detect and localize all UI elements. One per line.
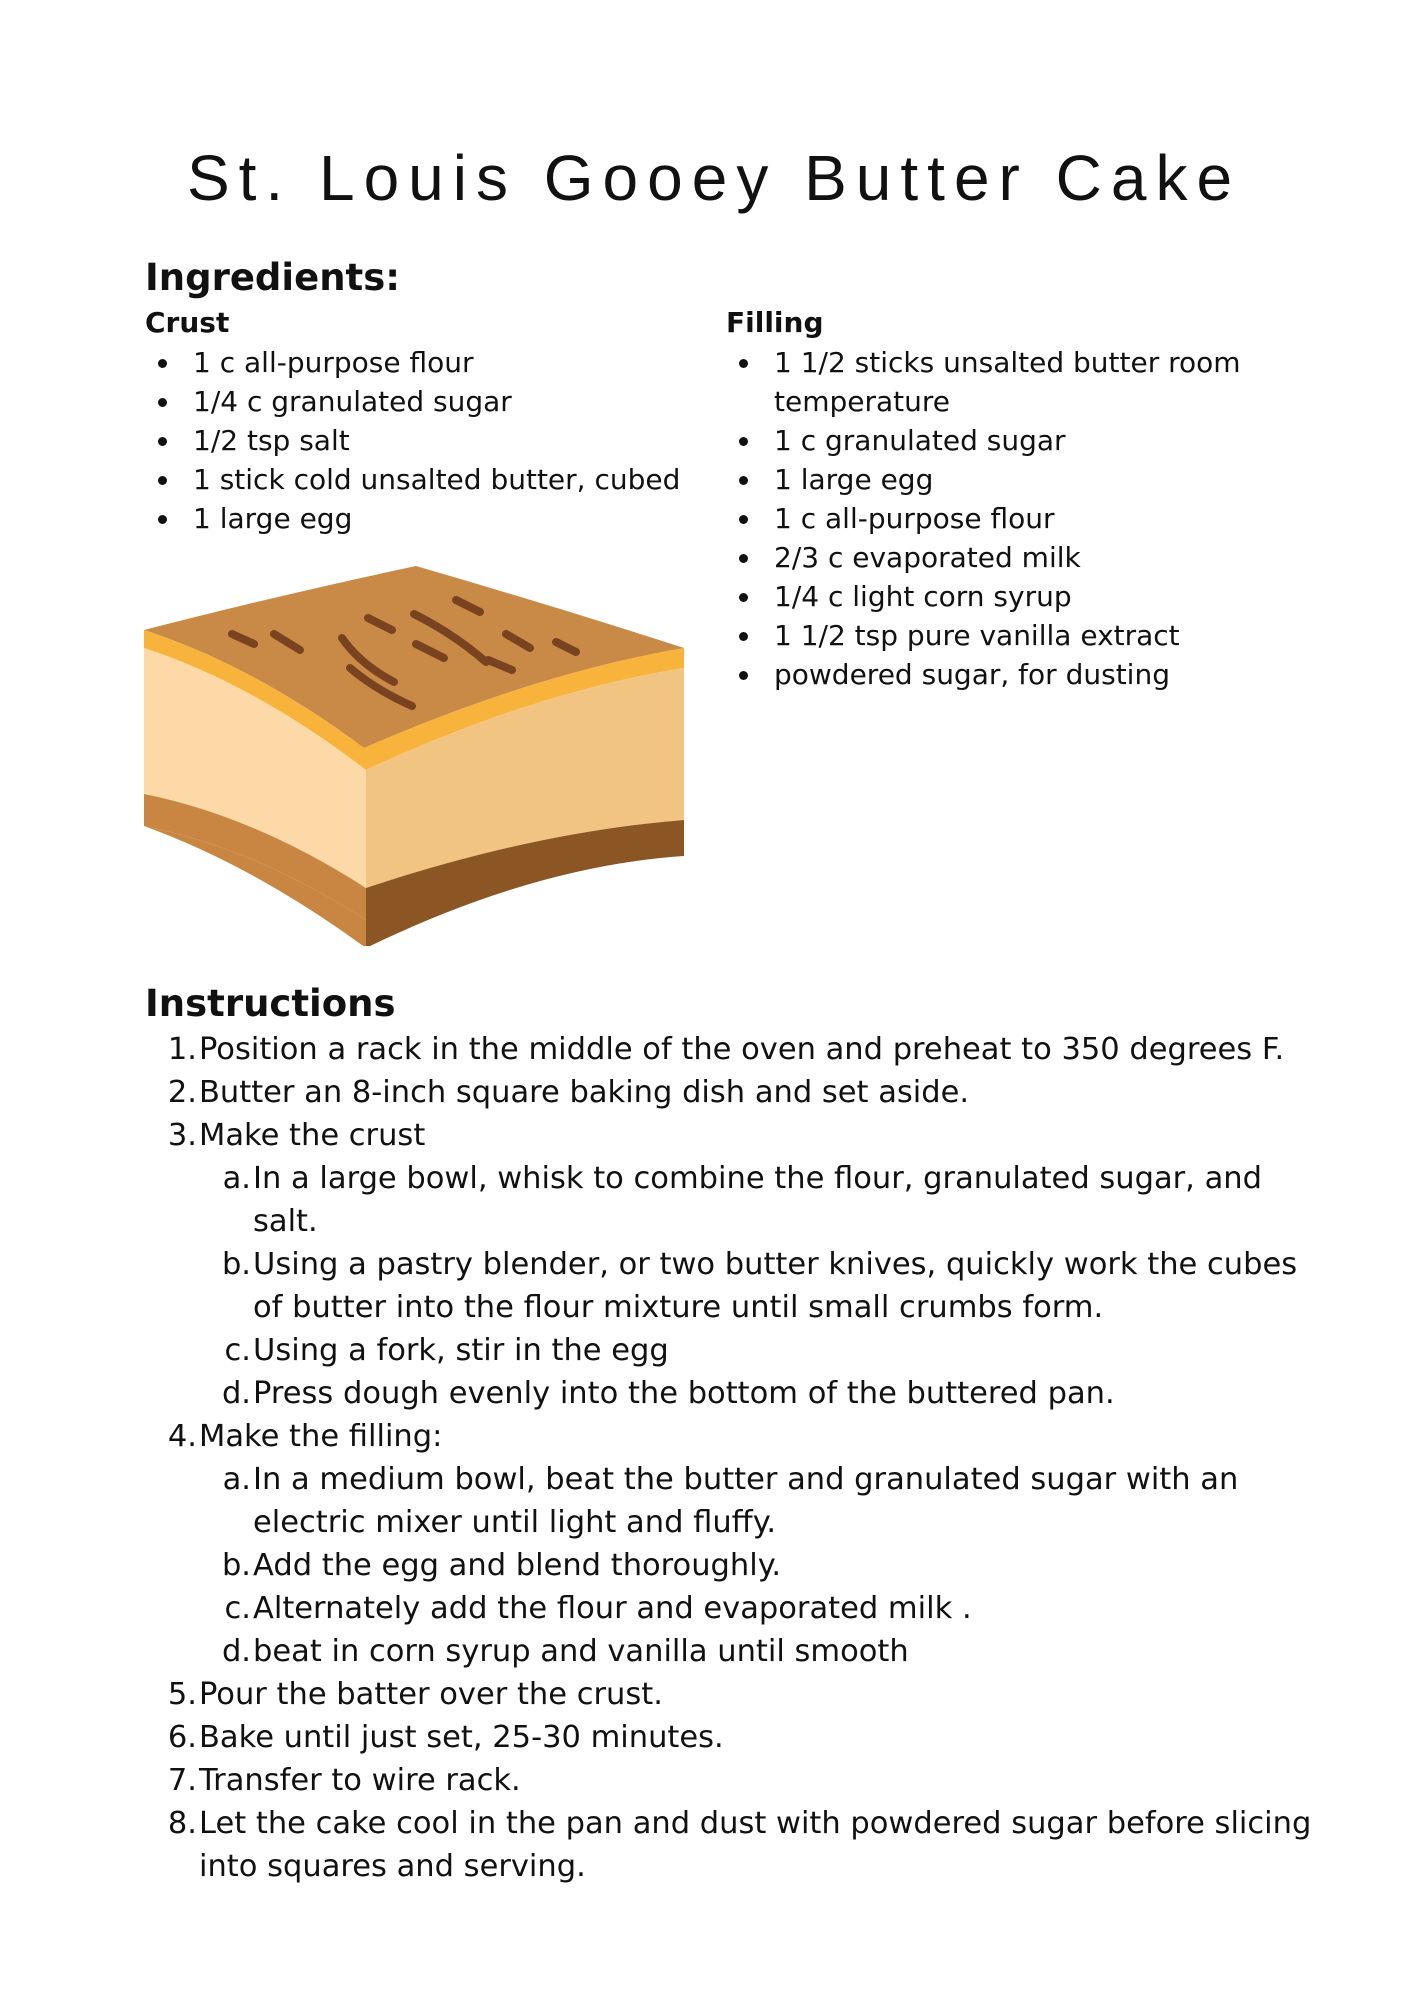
list-item: powdered sugar, for dusting	[726, 655, 1286, 694]
step-marker: 8.	[167, 1806, 197, 1841]
step-marker: 6.	[167, 1720, 197, 1755]
list-item: 1/4 c granulated sugar	[145, 382, 705, 421]
instruction-steps	[145, 1028, 1335, 1888]
substep-text: Add the egg and blend thoroughly.	[253, 1548, 782, 1583]
filling-heading: Filling	[726, 306, 824, 339]
list-item: 1 large egg	[145, 499, 705, 538]
step-6	[145, 1716, 1335, 1759]
step-marker: 1.	[167, 1032, 197, 1067]
substep-4a	[145, 1458, 1335, 1544]
substep-marker: b.	[221, 1548, 251, 1583]
substep-marker: a.	[222, 1462, 251, 1497]
substep-3a	[145, 1157, 1335, 1243]
step-text: Let the cake cool in the pan and dust with powdered sugar before slicing into squares and serving.	[199, 1806, 1312, 1884]
list-item: 1/2 tsp salt	[145, 421, 705, 460]
ingredients-heading: Ingredients:	[145, 256, 401, 299]
step-marker: 4.	[167, 1419, 197, 1454]
list-item: 1 c all-purpose flour	[726, 499, 1286, 538]
list-item: 1 1/2 tsp pure vanilla extract	[726, 616, 1286, 655]
list-item: 1 1/2 sticks unsalted butter room temperature	[726, 343, 1286, 421]
substep-marker: d.	[221, 1634, 251, 1669]
step-text: Pour the batter over the crust.	[199, 1677, 663, 1712]
substep-text: beat in corn syrup and vanilla until smooth	[253, 1634, 909, 1669]
step-5	[145, 1673, 1335, 1716]
step-text: Transfer to wire rack.	[199, 1763, 521, 1798]
substep-4c	[145, 1587, 1335, 1630]
step-marker: 2.	[167, 1075, 197, 1110]
step-1	[145, 1028, 1335, 1071]
step-4-substeps	[145, 1458, 1335, 1673]
substep-text: Using a pastry blender, or two butter knives, quickly work the cubes of butter into the flour mixture until small crumbs form.	[253, 1247, 1298, 1325]
filling-ingredient-list	[726, 343, 1286, 694]
step-text: Make the filling:	[199, 1419, 443, 1454]
step-7	[145, 1759, 1335, 1802]
substep-text: In a large bowl, whisk to combine the flour, granulated sugar, and salt.	[253, 1161, 1262, 1239]
step-text: Butter an 8-inch square baking dish and set aside.	[199, 1075, 970, 1110]
step-8	[145, 1802, 1335, 1888]
step-text: Bake until just set, 25-30 minutes.	[199, 1720, 724, 1755]
step-marker: 3.	[167, 1118, 197, 1153]
list-item: 1 large egg	[726, 460, 1286, 499]
substep-marker: a.	[222, 1161, 251, 1196]
substep-4b	[145, 1544, 1335, 1587]
substep-4d	[145, 1630, 1335, 1673]
step-text: Make the crust	[199, 1118, 426, 1153]
step-2	[145, 1071, 1335, 1114]
substep-3d	[145, 1372, 1335, 1415]
step-3	[145, 1114, 1335, 1157]
substep-marker: c.	[224, 1333, 251, 1368]
substep-3b	[145, 1243, 1335, 1329]
instructions-heading: Instructions	[145, 982, 396, 1025]
substep-text: Using a fork, stir in the egg	[253, 1333, 669, 1368]
substep-text: Alternately add the flour and evaporated milk .	[253, 1591, 972, 1626]
list-item: 1 c granulated sugar	[726, 421, 1286, 460]
crust-ingredient-list	[145, 343, 705, 538]
substep-text: In a medium bowl, beat the butter and granulated sugar with an electric mixer until light and fluffy.	[253, 1462, 1239, 1540]
list-item: 1 stick cold unsalted butter, cubed	[145, 460, 705, 499]
crust-heading: Crust	[145, 306, 230, 339]
step-marker: 7.	[167, 1763, 197, 1798]
page-title: St. Louis Gooey Butter Cake	[186, 142, 1242, 214]
butter-cake-slice-icon	[144, 566, 684, 946]
substep-marker: b.	[221, 1247, 251, 1282]
step-3-substeps	[145, 1157, 1335, 1415]
substep-marker: c.	[224, 1591, 251, 1626]
step-text: Position a rack in the middle of the oven and preheat to 350 degrees F.	[199, 1032, 1285, 1067]
substep-marker: d.	[221, 1376, 251, 1411]
list-item: 1/4 c light corn syrup	[726, 577, 1286, 616]
step-4	[145, 1415, 1335, 1458]
list-item: 2/3 c evaporated milk	[726, 538, 1286, 577]
step-marker: 5.	[167, 1677, 197, 1712]
list-item: 1 c all-purpose flour	[145, 343, 705, 382]
substep-3c	[145, 1329, 1335, 1372]
substep-text: Press dough evenly into the bottom of the buttered pan.	[253, 1376, 1115, 1411]
